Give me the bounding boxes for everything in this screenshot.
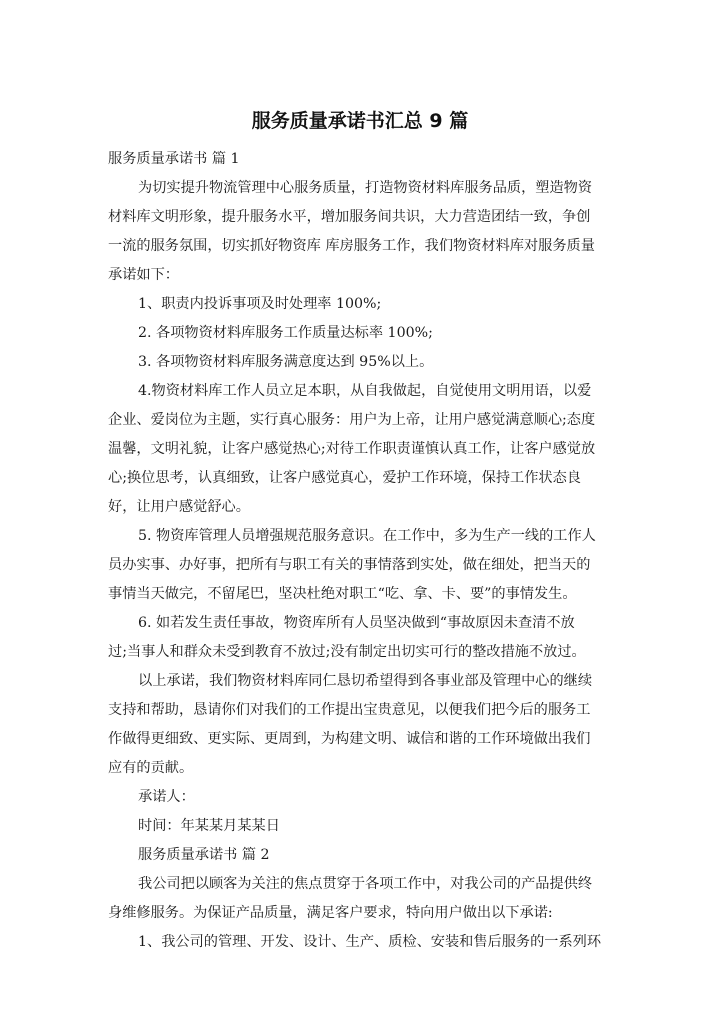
paragraph-line: 材料库文明形象，提升服务水平，增加服务间共识，大力营造团结一致，争创 — [108, 209, 591, 225]
section-heading-1: 服务质量承诺书 篇 1 — [108, 151, 240, 167]
signatory-label: 承诺人： — [138, 789, 195, 805]
date-label: 时间：年某某月某某日 — [138, 818, 280, 834]
document-title: 服务质量承诺书汇总 9 篇 — [251, 110, 469, 132]
section-heading-2: 服务质量承诺书 篇 2 — [138, 847, 270, 863]
list-item: 6. 如若发生责任事故，物资库所有人员坚决做到“事故原因未查清不放 — [138, 615, 575, 631]
paragraph-line: 事情当天做完，不留尾巴，坚决杜绝对职工“吃、拿、卡、要”的事情发生。 — [108, 586, 577, 602]
paragraph-line: 好，让用户感觉舒心。 — [108, 499, 250, 515]
paragraph-line: 心;换位思考，认真细致，让客户感觉真心，爱护工作环境，保持工作状态良 — [108, 470, 581, 486]
list-item: 1、我公司的管理、开发、设计、生产、质检、安装和售后服务的一系列环 — [138, 934, 602, 950]
paragraph-line: 承诺如下： — [108, 267, 179, 283]
paragraph-line: 作做得更细致、更实际、更周到，为构建文明、诚信和谐的工作环境做出我们 — [108, 731, 591, 747]
paragraph-line: 身维修服务。为保证产品质量，满足客户要求，特向用户做出以下承诺: — [108, 905, 553, 921]
list-item: 2. 各项物资材料库服务工作质量达标率 100%; — [138, 325, 433, 341]
paragraph-line: 应有的贡献。 — [108, 760, 194, 776]
list-item: 1、职责内投诉事项及时处理率 100%; — [138, 296, 382, 312]
document-body — [108, 145, 616, 957]
paragraph-line: 一流的服务氛围，切实抓好物资库 库房服务工作，我们物资材料库对服务质量 — [108, 238, 595, 254]
paragraph-line: 支持和帮助，恳请你们对我们的工作提出宝贵意见，以便我们把今后的服务工 — [108, 702, 591, 718]
paragraph-line: 员办实事、办好事，把所有与职工有关的事情落到实处，做在细处，把当天的 — [108, 557, 591, 573]
paragraph-line: 我公司把以顾客为关注的焦点贯穿于各项工作中，对我公司的产品提供终 — [138, 876, 593, 892]
paragraph-line: 以上承诺，我们物资材料库同仁恳切希望得到各事业部及管理中心的继续 — [138, 673, 593, 689]
paragraph-line: 为切实提升物流管理中心服务质量，打造物资材料库服务品质，塑造物资 — [138, 180, 593, 196]
list-item: 5. 物资库管理人员增强规范服务意识。在工作中，多为生产一线的工作人 — [138, 528, 596, 544]
paragraph-line: 企业、爱岗位为主题，实行真心服务：用户为上帝，让用户感觉满意顺心;态度 — [108, 412, 596, 428]
list-item: 3. 各项物资材料库服务满意度达到 95%以上。 — [138, 354, 434, 370]
list-item: 4.物资材料库工作人员立足本职，从自我做起，自觉使用文明用语，以爱 — [138, 383, 592, 399]
paragraph-line: 温馨，文明礼貌，让客户感觉热心;对待工作职责谨慎认真工作，让客户感觉放 — [108, 441, 596, 457]
paragraph-line: 过;当事人和群众未受到教育不放过;没有制定出切实可行的整改措施不放过。 — [108, 644, 586, 660]
